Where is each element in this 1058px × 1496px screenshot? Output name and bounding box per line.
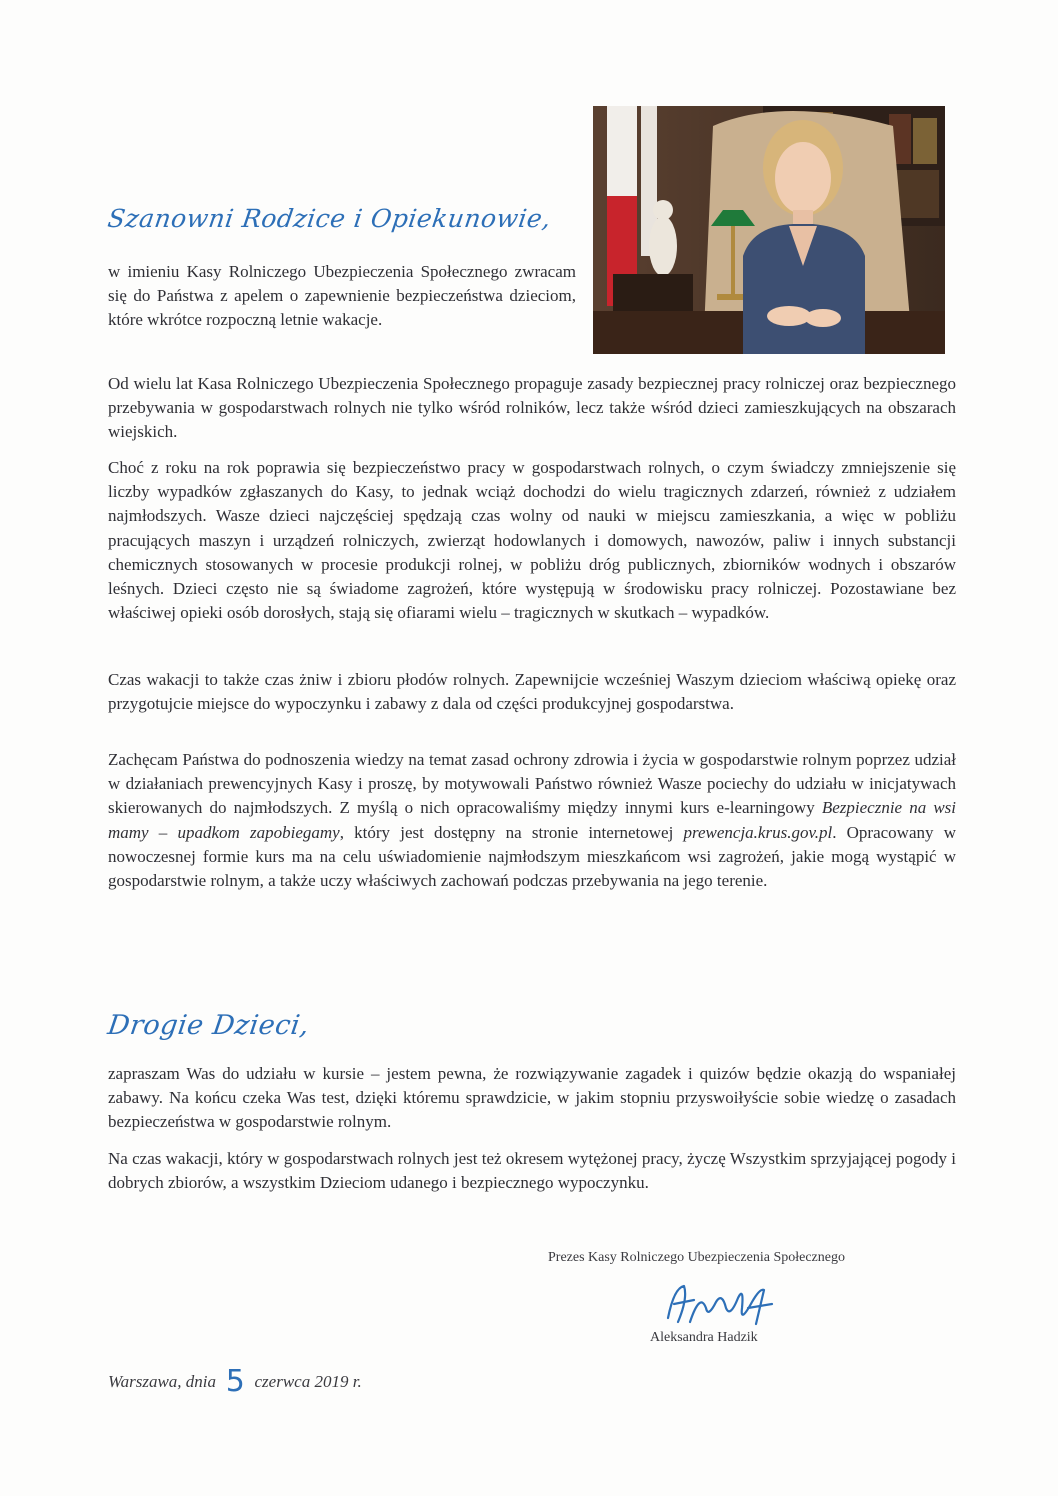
handwritten-signature [660, 1278, 780, 1335]
signatory-title: Prezes Kasy Rolniczego Ubezpieczenia Społecznego [548, 1250, 845, 1265]
paragraph-1: Od wielu lat Kasa Rolniczego Ubezpieczenia Społecznego propaguje zasady bezpiecznej pracy rolniczej oraz bezpiecznego przebywania w gospodarstwach rolnych nie tylko wśród rolników, lecz także wśród dzieci zamieszkujących na obszarach wiejskich. [108, 374, 956, 442]
course-title: Bezpiecznie na wsi mamy – upadkom zapobiegamy [108, 798, 957, 842]
paragraph-4-text-b: , który jest dostępny na stronie internetowej [339, 822, 684, 842]
paragraph-6: Na czas wakacji, który w gospodarstwach rolnych jest też okresem wytężonej pracy, życzę Wszystkim sprzyjającej pogody i dobrych zbiorów, a wszystkim Dzieciom udanego i bezpiecznego wypoczynku. [108, 1149, 956, 1193]
paragraph-2: Choć z roku na rok poprawia się bezpieczeństwo pracy w gospodarstwach rolnych, o czym świadczy zmniejszenie się liczby wypadków zgłaszanych do Kasy, to jednak wciąż dochodzi do wielu tragicznych zdarzeń, również z udziałem najmłodszych. Wasze dzieci najczęściej spędzają czas wolny od nauki w miejscu zamieszkania, a więc w pobliżu pracujących maszyn i urządzeń rolniczych, zwierząt hodowlanych i domowych, nawozów, paliw i innych substancji chemicznych stosowanych w procesie produkcji rolnej, w pobliżu dróg publicznych, zbiorników wodnych i obszarów leśnych. Dzieci często nie są świadome zagrożeń, które występują w środowisku pracy rolniczej. Pozostawiane bez właściwej opieki osób dorosłych, stają się ofiarami wielu – tragicznych w skutkach – wypadków. [108, 458, 956, 623]
intro-paragraph: w imieniu Kasy Rolniczego Ubezpieczenia Społecznego zwracam się do Państwa z apelem o zapewnienie bezpieczeństwa dzieciom, które wkrótce rozpoczną letnie wakacje. [108, 262, 576, 330]
portrait-illustration [593, 106, 945, 354]
paragraph-5: zapraszam Was do udziału w kursie – jestem pewna, że rozwiązywanie zagadek i quizów będzie okazją do wspaniałej zabawy. Na końcu czeka Was test, dzięki któremu sprawdzicie, w jakim stopniu przyswoiłyście sobie wiedzę o zasadach bezpieczeństwa w gospodarstwie rolnym. [108, 1064, 956, 1132]
date-line [108, 1360, 362, 1399]
paragraph-3: Czas wakacji to także czas żniw i zbioru płodów rolnych. Zapewnijcie wcześniej Waszym dzieciom właściwą opiekę oraz przygotujcie miejsce do wypoczynku i zabawy z dala od części produkcyjnej gospodarstwa. [108, 670, 956, 714]
date-day: 5 [225, 1364, 245, 1399]
paragraph-4-text-a: Zachęcam Państwa do podnoszenia wiedzy na temat zasad ochrony zdrowia i życia w gospodarstwie rolnym poprzez udział w działaniach prewencyjnych Kasy i proszę, by motywowali Państwo również Wasze pociechy do udziału w inicjatywach skierowanych do najmłodszych. Z myślą o nich opracowaliśmy między innymi kurs e-learningowy [108, 750, 956, 818]
salutation-children: Drogie Dzieci, [105, 1010, 312, 1041]
paragraph-4 [108, 748, 956, 893]
salutation-parents: Szanowni Rodzice i Opiekunowie, [105, 204, 553, 233]
date-suffix: czerwca 2019 r. [254, 1372, 362, 1391]
portrait-photo [593, 106, 945, 354]
paragraph-4-text-c: . Opracowany w nowoczesnej formie kurs ma na celu uświadomienie najmłodszym mieszkańcom wsi zagrożeń, jakie mogą wystąpić w gospodarstwie rolnym, a także uczy właściwych zachowań podczas przebywania na jego terenie. [108, 822, 956, 891]
course-url-link[interactable]: prewencja.krus.gov.pl [683, 822, 833, 842]
date-prefix: Warszawa, dnia [108, 1372, 217, 1391]
signatory-name: Aleksandra Hadzik [650, 1330, 758, 1345]
